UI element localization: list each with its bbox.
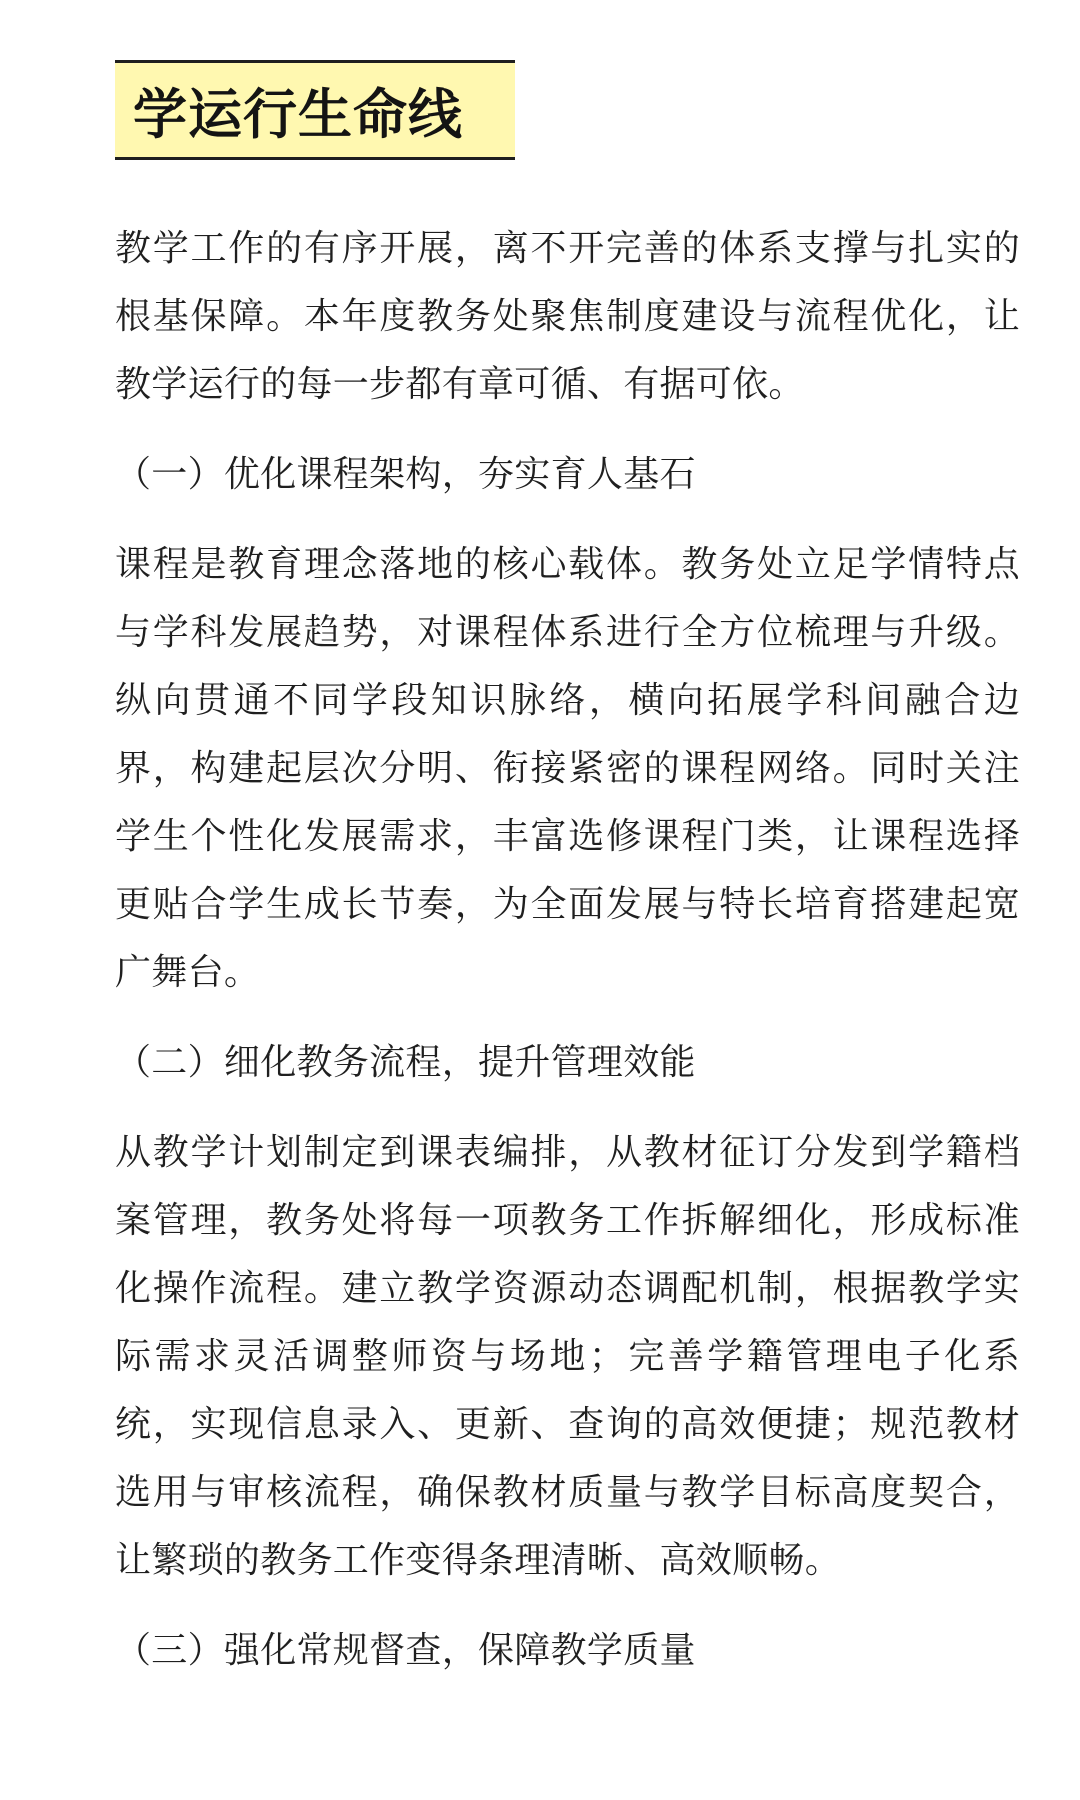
- title-banner: [115, 60, 515, 160]
- section-heading-2: （二）细化教务流程，提升管理效能: [115, 1042, 696, 1083]
- spacer: [115, 509, 1020, 531]
- section-heading-1: （一）优化课程架构，夯实育人基石: [115, 454, 696, 495]
- spacer: [115, 1007, 1020, 1029]
- spacer: [115, 1097, 1020, 1119]
- section-body-2: 从教学计划制定到课表编排，从教材征订分发到学籍档案管理，教务处将每一项教务工作拆解细化，形成标准化操作流程。建立教学资源动态调配机制，根据教学实际需求灵活调整师资与场地；完善学籍管理电子化系统，实现信息录入、更新、查询的高效便捷；规范教材选用与审核流程，确保教材质量与教学目标高度契合，让繁琐的教务工作变得条理清晰、高效顺畅。: [115, 1132, 1020, 1581]
- page-title: 学运行生命线: [133, 82, 463, 146]
- intro-paragraph: 教学工作的有序开展，离不开完善的体系支撑与扎实的根基保障。本年度教务处聚焦制度建设与流程优化，让教学运行的每一步都有章可循、有据可依。: [115, 228, 1020, 405]
- section-heading-3: （三）强化常规督查，保障教学质量: [115, 1630, 696, 1671]
- spacer: [115, 1595, 1020, 1617]
- article-body: [115, 215, 1020, 1685]
- section-body-1: 课程是教育理念落地的核心载体。教务处立足学情特点与学科发展趋势，对课程体系进行全方位梳理与升级。纵向贯通不同学段知识脉络，横向拓展学科间融合边界，构建起层次分明、衔接紧密的课程网络。同时关注学生个性化发展需求，丰富选修课程门类，让课程选择更贴合学生成长节奏，为全面发展与特长培育搭建起宽广舞台。: [115, 544, 1020, 993]
- spacer: [115, 419, 1020, 441]
